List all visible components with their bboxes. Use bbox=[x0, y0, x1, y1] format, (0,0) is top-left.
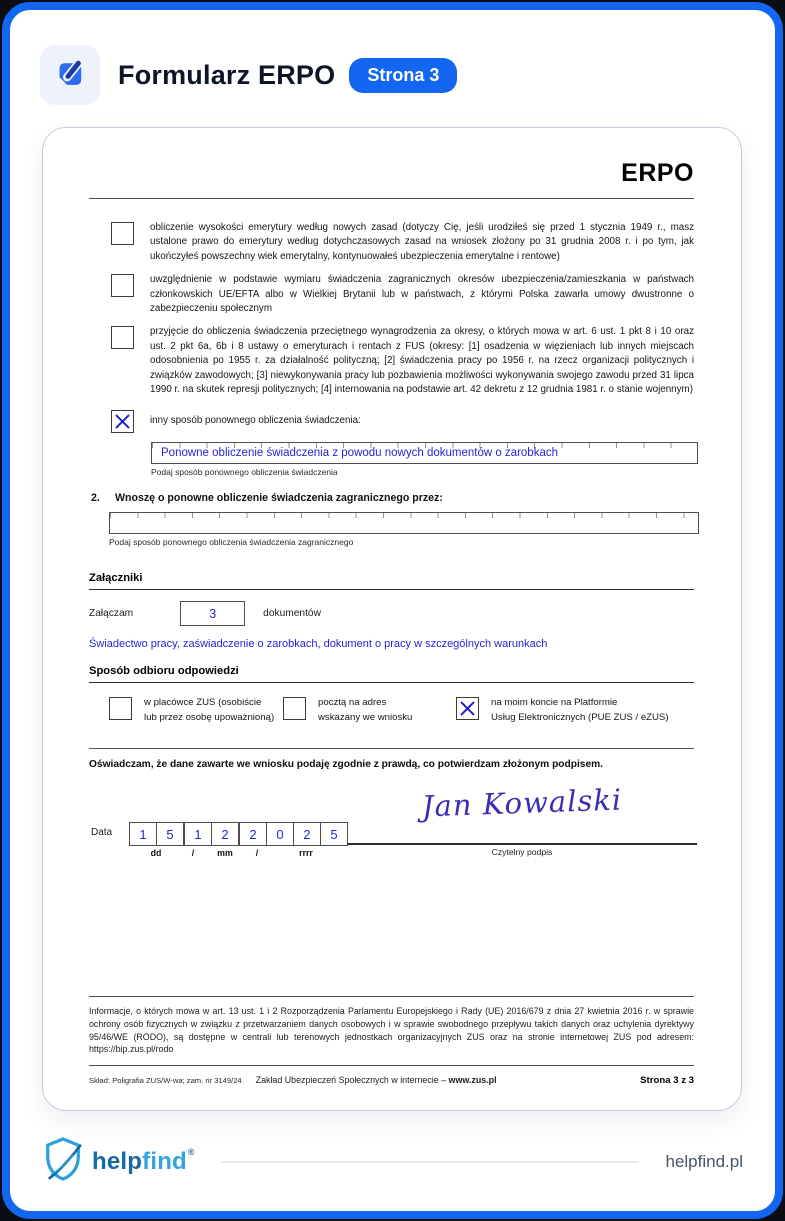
attach-suffix: dokumentów bbox=[263, 608, 321, 620]
delivery-heading: Sposób odbioru odpowiedzi bbox=[89, 665, 694, 683]
delivery-label bbox=[491, 696, 669, 725]
brand-wordmark bbox=[92, 1147, 195, 1176]
zus-info-prefix: Zakład Ubezpieczeń Społecznych w internecie – bbox=[255, 1075, 449, 1086]
delivery-label-line1: na moim koncie na Platformie bbox=[491, 697, 618, 709]
delivery-label-line2: lub przez osobę upoważnioną) bbox=[144, 711, 275, 723]
delivery-option-zus-office bbox=[109, 696, 283, 725]
option-row-other-way bbox=[111, 409, 694, 433]
option-label: przyjęcie do obliczenia świadczenia przeciętnego wynagrodzenia za okresy, o których mowa w art. 6 ust. 1 pkt 8 i 10 oraz ust. 2 pkt 6a, 6b i 8 ustawy o emeryturach i rentach z FUS (okresy: [1] osadzenia w więzieniach lub innych miejscach odosobnienia po 1955 r. za działalność polityczną; [2] świadczenia pracy po 1956 r. na rzecz organizacji politycznych i związków zawodowych; [3] niewykonywania pracy lub pozbawienia możliwości wykonywania swojego zawodu przed 31 lipca 1990 r. na skutek represji politycznych; [4] internowania na podstawie art. 42 dekretu z 12 grudnia 1981 r. o stanie wojennym) bbox=[150, 326, 694, 395]
date-digit-cell[interactable]: 5 bbox=[321, 822, 348, 846]
format-yyyy: rrrr bbox=[299, 848, 313, 859]
checkbox-other-way-checked[interactable] bbox=[111, 410, 134, 433]
option-row-foreign-periods bbox=[111, 273, 694, 316]
helpfind-logo bbox=[42, 1136, 195, 1187]
attach-label: Załączam bbox=[89, 608, 134, 620]
form-code-title: ERPO bbox=[621, 159, 694, 187]
option-row-new-rules bbox=[111, 221, 694, 264]
format-dd: dd bbox=[150, 848, 162, 859]
app-frame bbox=[2, 2, 783, 1219]
delivery-label bbox=[144, 696, 274, 725]
shield-logo-icon bbox=[42, 1136, 84, 1187]
date-digit-cell[interactable]: 0 bbox=[267, 822, 294, 846]
page-number-badge: Strona 3 bbox=[349, 58, 457, 93]
option-label: uwzględnienie w podstawie wymiaru świadczenia zagranicznych okresów ubezpieczenia/zamieszkania w państwach członkowskich UE/EFTA albo w Wielkiej Brytanii lub w państwach, z którymi Polska zawarła umowy dwustronne o zabezpieczeniu społecznym bbox=[150, 274, 694, 314]
form-footer-row bbox=[89, 1075, 694, 1086]
delivery-option-post bbox=[283, 696, 456, 725]
checkbox-pue-checked[interactable] bbox=[456, 697, 479, 720]
attachments-count-input[interactable]: 3 bbox=[180, 601, 245, 626]
attachments-list-value: Świadectwo pracy, zaświadczenie o zarobkach, dokument o pracy w szczególnych warunkach bbox=[89, 638, 548, 651]
registered-mark: ® bbox=[187, 1147, 195, 1157]
option-label: obliczenie wysokości emerytury według nowych zasad (dotyczy Cię, jeśli urodziłeś się przed 1 stycznia 1949 r., masz ustalone prawo do emerytury według dotychczasowych zasad na wniosek złożony po 31 grudnia 2008 r. i po tym, jak ukończyłeś powszechny wiek emerytalny, kontynuowałeś ubezpieczenia emerytalne i rentowe) bbox=[150, 222, 694, 262]
delivery-options bbox=[109, 696, 694, 725]
date-digit-cell[interactable]: 1 bbox=[184, 822, 212, 846]
checkbox-new-rules[interactable] bbox=[111, 222, 134, 245]
app-header bbox=[10, 10, 775, 105]
divider bbox=[89, 198, 694, 199]
zus-link: www.zus.pl bbox=[448, 1075, 497, 1086]
delivery-label-line1: pocztą na adres bbox=[318, 697, 387, 709]
form-edit-icon bbox=[49, 52, 91, 99]
checkbox-foreign-periods[interactable] bbox=[111, 274, 134, 297]
date-input[interactable] bbox=[129, 822, 348, 846]
option-label: inny sposób ponownego obliczenia świadczenia: bbox=[150, 415, 361, 427]
handwritten-signature: Jan Kowalski bbox=[421, 782, 623, 824]
footer-divider bbox=[221, 1161, 640, 1163]
delivery-label bbox=[318, 696, 412, 725]
format-mm: mm bbox=[217, 848, 233, 859]
foreign-benefit-input[interactable] bbox=[109, 512, 699, 534]
delivery-label-line1: w placówce ZUS (osobiście bbox=[144, 697, 262, 709]
declaration-text: Oświadczam, że dane zawarte we wniosku podaję zgodnie z prawdą, co potwierdzam złożonym podpisem. bbox=[89, 759, 604, 771]
other-way-caption: Podaj sposób ponownego obliczenia świadczenia bbox=[151, 467, 338, 478]
date-digit-cell[interactable]: 5 bbox=[157, 822, 184, 846]
format-separator: / bbox=[255, 848, 259, 859]
page-title: Formularz ERPO bbox=[118, 59, 336, 90]
brand-help: help bbox=[92, 1148, 143, 1175]
date-label: Data bbox=[91, 827, 113, 839]
date-digit-cell[interactable]: 2 bbox=[212, 822, 239, 846]
option-row-average-wage bbox=[111, 325, 694, 397]
print-info: Skład: Poligrafia ZUS/W-wa; zam. nr 3149/24 bbox=[89, 1076, 242, 1086]
page-indicator: Strona 3 z 3 bbox=[640, 1075, 694, 1087]
delivery-option-pue bbox=[456, 696, 694, 725]
form-icon-tile bbox=[40, 45, 100, 105]
footer-domain-link[interactable]: helpfind.pl bbox=[665, 1151, 743, 1171]
attachments-row bbox=[89, 601, 694, 626]
date-digit-cell[interactable]: 2 bbox=[294, 822, 321, 846]
section-2-heading bbox=[91, 492, 694, 504]
section-number: 2. bbox=[91, 492, 100, 505]
form-document bbox=[42, 127, 742, 1111]
other-way-input[interactable]: Ponowne obliczenie świadczenia z powodu nowych dokumentów o zarobkach bbox=[151, 442, 698, 464]
brand-find: find bbox=[142, 1148, 187, 1175]
rodo-text: Informacje, o których mowa w art. 13 ust. 1 i 2 Rozporządzenia Parlamentu Europejskiego i Rady (UE) 2016/679 z dnia 27 kwietnia 2016 r. w sprawie ochrony osób fizycznych w związku z przetwarzaniem danych osobowych i w sprawie swobodnego przepływu takich danych oraz uchylenia dyrektywy 95/46/WE (RODO), są dostępne w centrali lub terenowych jednostkach organizacyjnych ZUS oraz na stronie internetowej ZUS pod adresem: https://bip.zus.pl/rodo bbox=[89, 1005, 694, 1066]
format-separator: / bbox=[191, 848, 195, 859]
signature-caption: Czytelny podpis bbox=[491, 847, 553, 858]
recalculation-options bbox=[89, 221, 694, 433]
rodo-block bbox=[89, 996, 694, 1086]
attachments-heading: Załączniki bbox=[89, 572, 694, 590]
site-footer bbox=[42, 1136, 743, 1187]
section-label: Wnoszę o ponowne obliczenie świadczenia zagranicznego przez: bbox=[115, 492, 443, 505]
checkbox-post[interactable] bbox=[283, 697, 306, 720]
signature-line bbox=[347, 843, 697, 845]
delivery-label-line2: Usług Elektronicznych (PUE ZUS / eZUS) bbox=[491, 711, 669, 723]
checkbox-zus-office[interactable] bbox=[109, 697, 132, 720]
date-digit-cell[interactable]: 2 bbox=[239, 822, 267, 846]
foreign-benefit-caption: Podaj sposób ponownego obliczenia świadczenia zagranicznego bbox=[109, 537, 354, 548]
signature-area bbox=[89, 784, 694, 872]
checkbox-average-wage[interactable] bbox=[111, 326, 134, 349]
date-digit-cell[interactable]: 1 bbox=[129, 822, 157, 846]
date-format-hint bbox=[129, 848, 345, 858]
delivery-label-line2: wskazany we wniosku bbox=[318, 711, 413, 723]
divider bbox=[89, 748, 694, 749]
zus-info bbox=[256, 1075, 640, 1085]
